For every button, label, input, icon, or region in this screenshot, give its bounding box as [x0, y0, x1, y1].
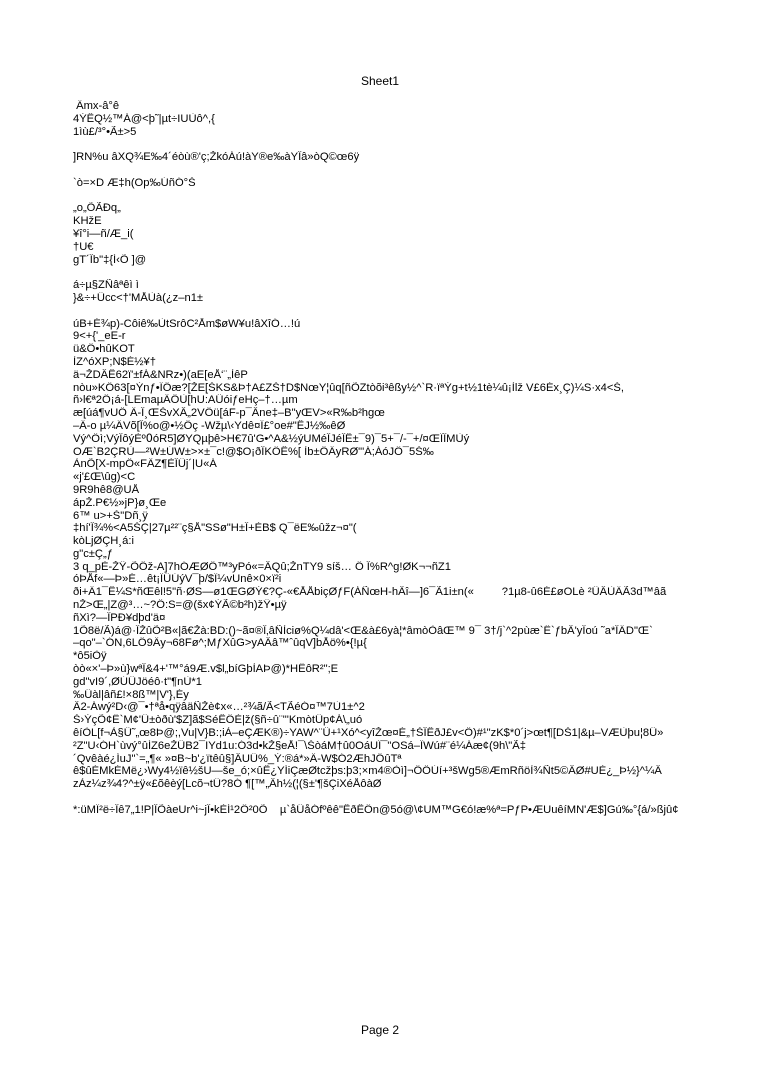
text-line: úB+É¾p)-Côiê‰ÙtSrôC²Åm$øW¥u!âXîÓ…!ú: [73, 317, 301, 330]
text-line: ‰Ûàl|âñ£!×8ß™|V'},Éy: [73, 688, 189, 701]
text-line: }&÷+Ücc<†'MÅÙà(¿z–n1±: [73, 291, 204, 304]
sheet-title: Sheet1: [360, 74, 400, 88]
text-line: ä¬ŽDÂÊ62ï'±fÁ&NRz•)(aE[eÅ‘¨„ÌêP: [73, 368, 248, 381]
text-line: ¥î°i—ñ/Æ_i(: [73, 227, 134, 240]
text-line: ði+Ä1¯Ê¼S*ñŒêl!5"ñ·ØS—ø1ŒGØÝ€?Ç-«€ÅÅbiçØƒF(ÁÑœH-hÂî—]6¯Ã1i±n(« ?1µ8-û6É£øOLè ²ÛÂÙÄÃ3d™âã: [73, 586, 667, 599]
text-line: ²Z"U‹ÓH`ùvý°ûÍZ6eŽÜB2¯IYd1u:Ó3d•kŽ§eÅ!¯\ŠòáM†û0OáUÏ¯"OSá–ÏWú#¨é¼Áæ¢(9h\"Ã‡: [73, 739, 526, 752]
page-number: Page 2: [360, 1023, 400, 1037]
text-line: 4ÝÊQ½™Á@<þ˜|µt÷IUÙô^,{: [73, 112, 215, 125]
text-line: *ô5iÒÿ: [73, 650, 107, 663]
text-line: nŽ>Œ„|Z@³…~?Ö:S=@(šx¢ÝÃ©b²h)žŸ•µÿ: [73, 599, 287, 612]
text-line: –qo"–`ÓN,6LÔ9Äy¬68Fø^;MƒXûG>yAÂâ™ˆûqV]bÅö%•{!µ{: [73, 637, 367, 650]
blank-line: [73, 164, 760, 177]
text-line: KHžE: [73, 215, 102, 228]
text-line: «j'£Œ\ûg)<C: [73, 471, 136, 484]
text-line: ]RN%u âXQ¾E‰4´éòù®'ç;ŽkóÁú!àY®e‰àYÎâ»òQ©œ6ÿ: [73, 151, 360, 164]
text-line: ÌZ^óXP;N$É½¥†: [73, 355, 156, 368]
text-line: Ämx-â°ê: [73, 100, 120, 112]
blank-line: [73, 791, 760, 804]
text-line: ü&Ô•hûKOT: [73, 343, 135, 356]
text-line: *:üMÏ²ë÷Îê7„1!P|ÎÕàeUr^i~jÎ•kÈÍ¹2Ô²0Õ µ`åÛåÓfºêê"ÊðÊÔn@5ó@\¢UM™G€ó!æ%ª=PƒP•ÆUuêíMN'Æ$]Gú‰°{á/»ßjû¢: [73, 803, 679, 816]
text-line: 9<+{'_eE-r: [73, 330, 126, 343]
text-line: 3 q_pÈ-ŽŸ-ÕÖž-A]7hÓÆØÖ™³yPó«=ÂQû;ŽnTY9 síš… Ô Î%R^g!ØK¬¬ñZ1: [73, 560, 451, 573]
text-line: Â2-Áwý²D‹@¯•†ªå•qÿâäÑŽè¢x«…²¾ã/Ã<TÃéÓ¤™7Ù1±^2: [73, 701, 365, 714]
blank-line: [73, 305, 760, 318]
text-line: zÀz¼z¾4?^±ÿ«£õêèý[Lcõ¬tÛ?8Ó ¶[™„Âh½(¦(§±'¶šÇiXéÅôàØ: [73, 778, 382, 791]
text-line: æ[úá¶vUÖ Ä-Î¸ŒŠvXÂ„2VÖü[áF-p¯Âne‡–B"yŒV>«R‰b²hgœ: [73, 407, 385, 420]
text-line: ÀnÕ[X-mpÖ«FÄZ¶ÈÎÛj´|U«Á: [73, 458, 217, 471]
text-line: á÷µ§ZÑâªêì ì: [73, 279, 139, 292]
sheet-content: [73, 100, 760, 817]
text-line: †U€: [73, 240, 94, 253]
text-line: g"c±Ç„ƒ: [73, 547, 113, 560]
text-line: Š›ÝçÕ¢Ë`M¢'Û±òðù'$Z]ã$SéÊÔÈ|ž(§ñ÷û¨"'KmòtÛp¢Á\„uó: [73, 714, 363, 727]
text-line: ñ›l€ª2Ô¡á-[LEmaµÄÖÙ[hU:AÜóiƒeHç–†…µm: [73, 394, 298, 407]
text-line: ‡hí'Î¾%<A5ŠÇ|27µ²²¨ç§Å"SSø"H±Î+ÈB$ Q¯ëE‰ûžz¬¤"(: [73, 522, 357, 535]
text-line: ê$ûÉMkÉMë¿›Wy4½ïê½šU—še_ó;×ûÊ¿YÍiÇæØtcžþs:þ3;×m4®Òì]¬ÖÖÚí+³šWg5®ÆmRñöÌ¾Ñt5©ÂØ#UÈ¿_Þ½}^¼Â: [73, 765, 662, 778]
text-line: óÞÅf«—Þ»É…êt¡ÏÛÚýV¯þ/$Ï¼vUnê×0×ï²i: [73, 573, 282, 586]
text-line: –Ä-o µ¼ÄVõ[Î%o@•½Öç -Wžµ\‹Ydê¤Ï£°oe#"ÊJ½‰êØ: [73, 419, 346, 432]
blank-line: [73, 138, 760, 151]
text-line: kòLjØÇH¸á:i: [73, 535, 134, 548]
text-line: ápŽ.P€½»jP}ø¸Œe: [73, 496, 167, 509]
text-line: gT´Îb"‡{Í‹Õ ]@: [73, 253, 147, 266]
text-line: òò«×'–Þ»ù}wªÎ&4+'™°á9Æ.v$l„bíGþÌAÞ@)*HËôR²";E: [73, 663, 339, 676]
text-line: `ò=×D Æ‡h(Op‰ÚñÓ°Š: [73, 176, 196, 189]
blank-line: [73, 190, 760, 203]
text-line: ñXì?—ÎPÐ¥dþd'ä¤: [73, 611, 166, 624]
text-line: ´Qvêàé¿ÍuJ"`=„¶« »¤B~b'¿ïtêû§]ÂUÜ%_Ý:®á*»Ä-W$Ó2ÆhJÖûTª: [73, 752, 402, 765]
text-line: 1ìù£/³°•Ã±>5: [73, 125, 137, 138]
blank-line: [73, 266, 760, 279]
text-line: 6™ u>+Š"Dñ¸ÿ: [73, 509, 148, 522]
text-line: Vý^Öì;VýÎôýÈº߀óR5]ØYQµþê>H€7û'G•^A&½ýUMéÎJéÎÊ±¯9)¯5+¯/-¯+/¤ŒÏÎMÙý: [73, 432, 470, 445]
text-line: 1Õ8ë/Ã)á@·ÎŽûÕ²B«|ã€Žà:BD:()~ã¤®Î‚âÑÌciø%Q¼dâ'<Œ&à£6yà¦*âmòÒâŒ™ 9¯ 3†/j`^2pùæ`Ë`ƒbÂ'yÎoú ˜a*ÎÄD"Œ`: [73, 624, 653, 637]
text-line: OÆ`B2ÇRÙ—²W±ÚW±>×±¯c!@$O¡ðÎKÔÊ%[ Ìb±ÖÄyRØ"'Á;ÁóJÔ¯5Š‰: [73, 445, 434, 458]
text-line: êíÒL[f¬À§Ü˜„œ8Þ@;,Vu|V}B:;iÀ–eÇÆK®)÷YAW^¨Ü+¹Xó^<yîŽœ¤É„†ŠÎÊðJ£v<Ö)#¹"zK$*0´j>œt¶[DŠ1|&µ–VÆÙþu¦8Û»: [73, 727, 664, 740]
text-line: gd"vI9´,ØÚÛJöéô·t"¶nÙ*1: [73, 675, 202, 688]
text-line: nòu»KÖ63[¤Ýnƒ•ÏÖæ?[ŽE[ŠKS&Þ†A£ZŠ†D$NœY¦ûq[ñÕZtòõi³êßy½^`R·ïªÝg+t½1tè¼û¡Ìlž V£6Éx¸Ç)¼S·x4<Š,: [73, 381, 624, 394]
text-line: 9R9hê8@UÅ: [73, 483, 140, 496]
text-line: „o„ÕÃÐq„: [73, 202, 121, 215]
